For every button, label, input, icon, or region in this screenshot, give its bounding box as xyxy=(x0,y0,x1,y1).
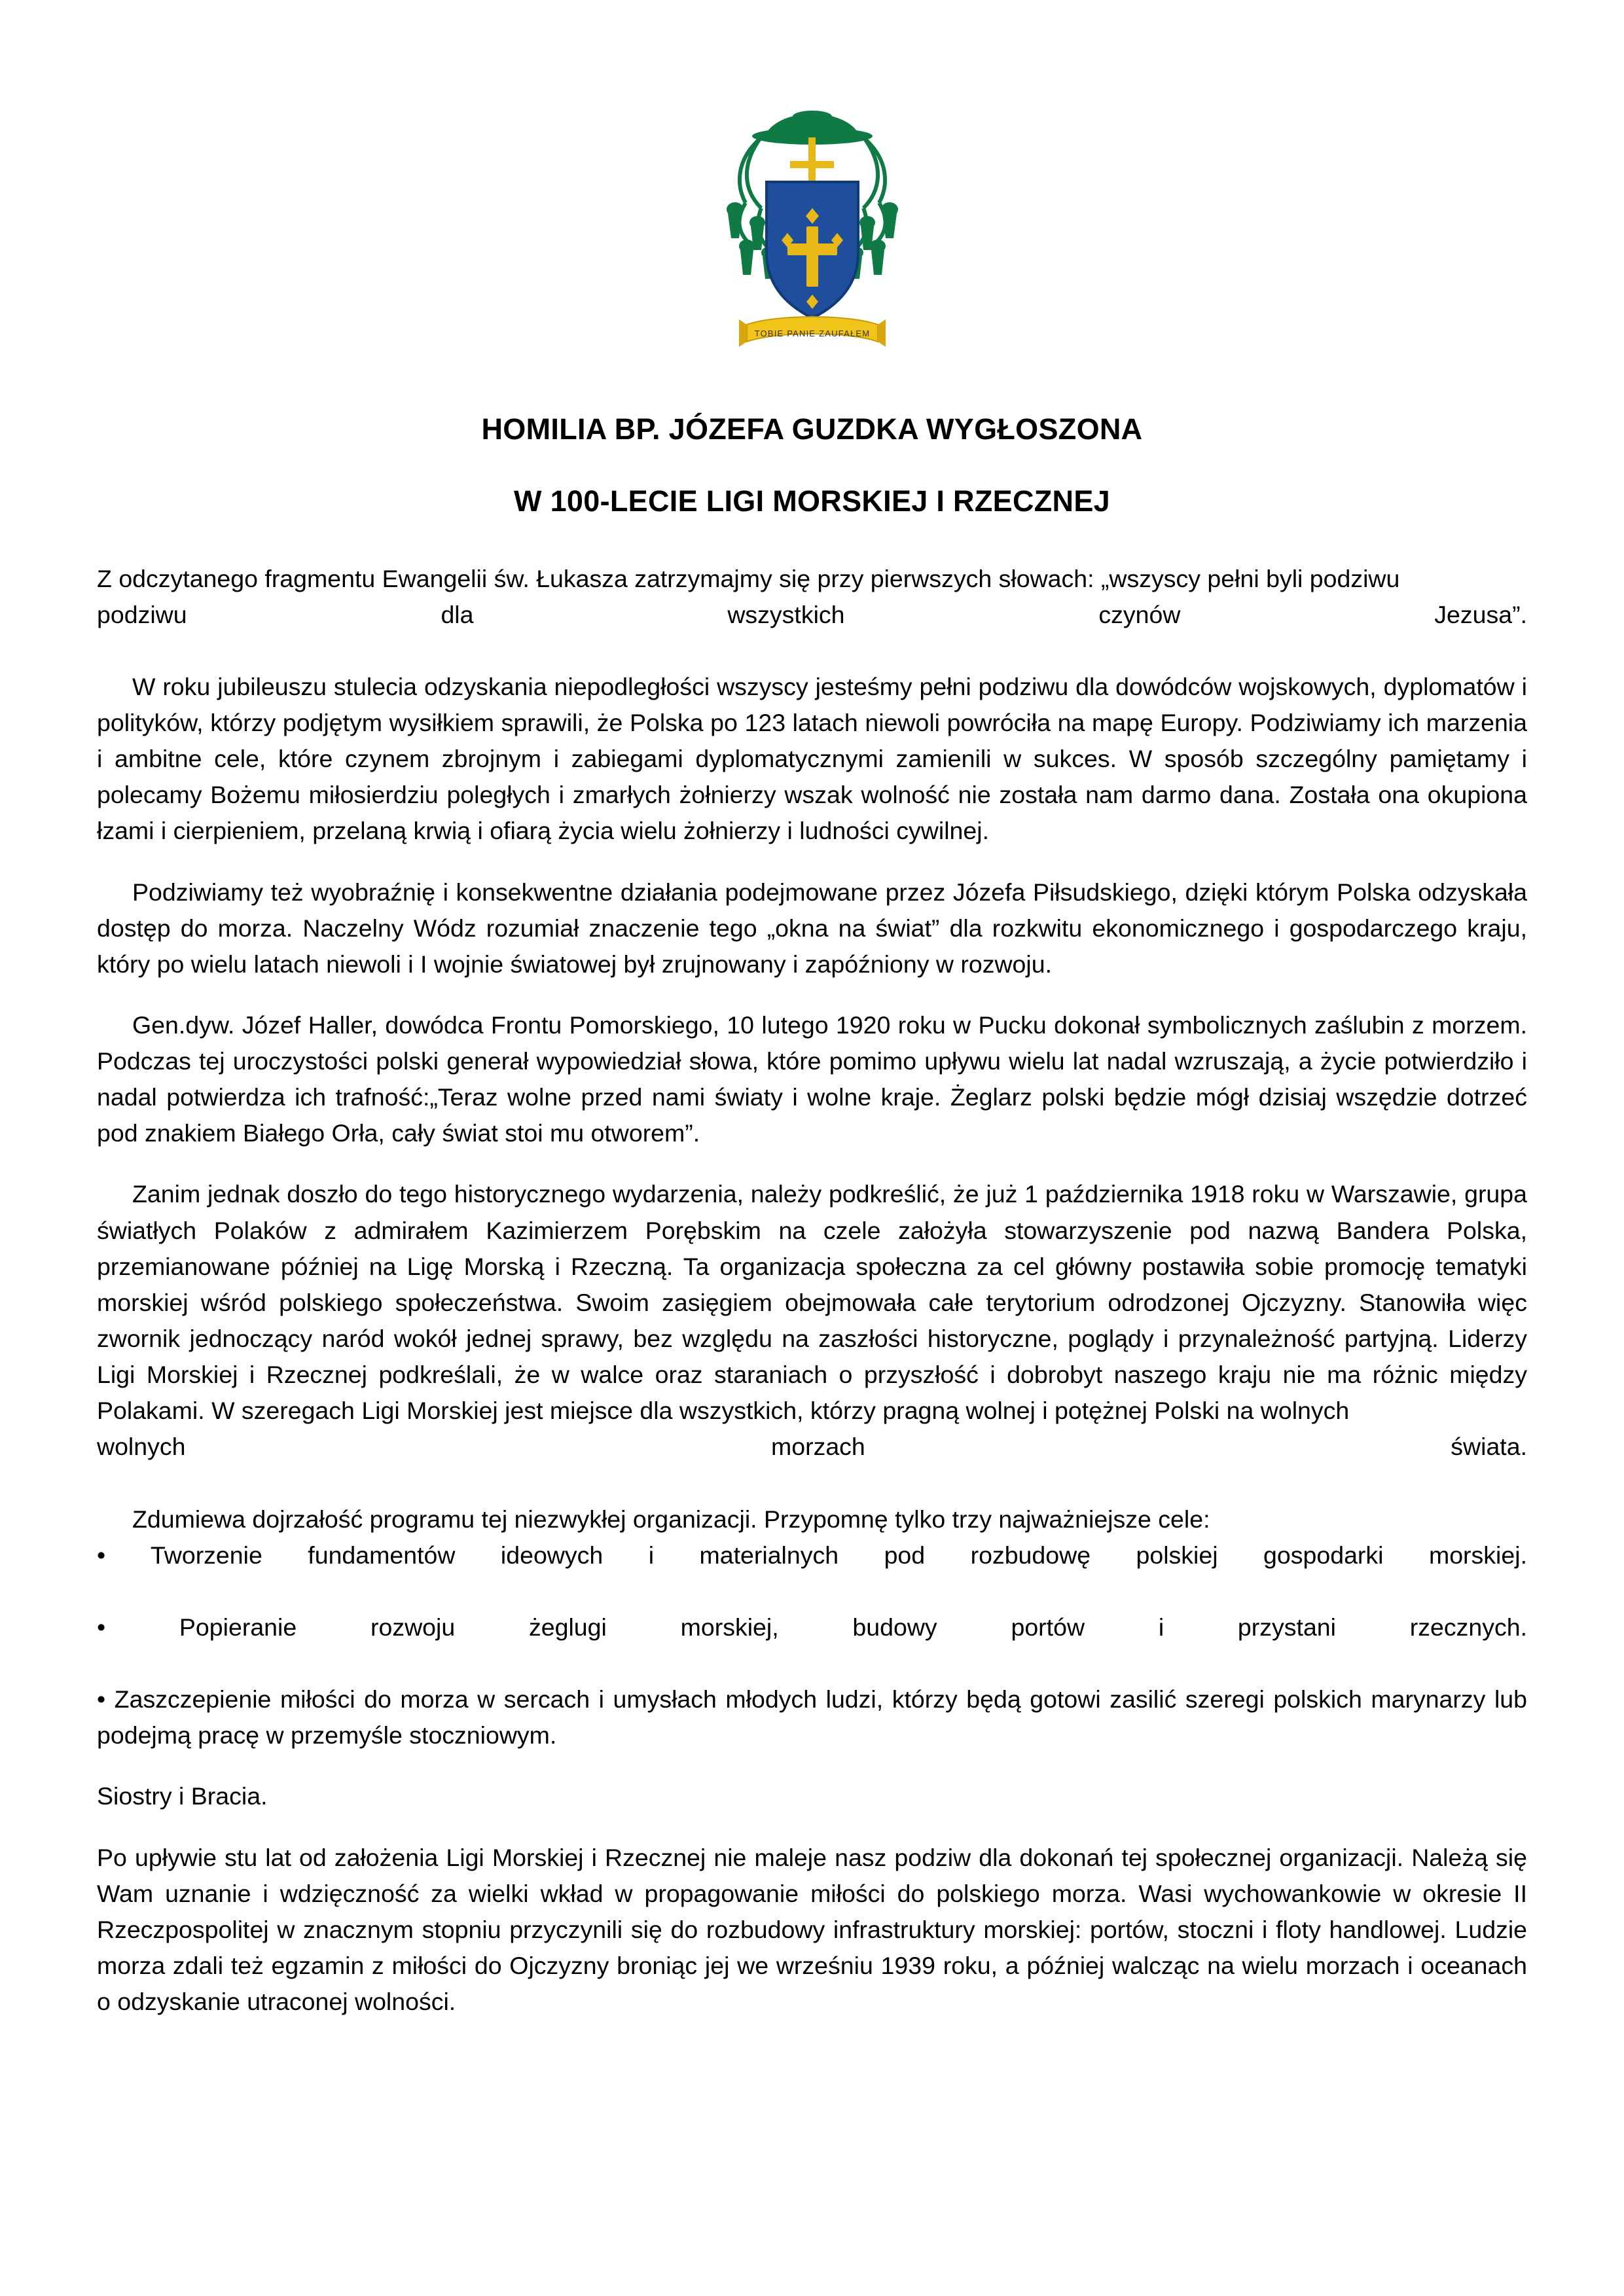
coat-of-arms-bishop xyxy=(662,98,963,393)
paragraph: Po upływie stu lat od założenia Ligi Morskiej i Rzecznej nie maleje nasz podziw dla dokonań tej społecznej organizacji. Należą się Wam uznanie i wdzięczność za wielki wkład w propagowanie miłości do polskiego morza. Wasi wychowankowie w okresie II Rzeczpospolitej w znacznym stopniu przyczynili się do rozbudowy infrastruktury morskiej: portów, stoczni i floty handlowej. Ludzie morza zdali też egzamin z miłości do Ojczyzny broniąc jej we wrześniu 1939 roku, a później walcząc na wielu morzach i oceanach o odzyskanie utraconej wolności. xyxy=(97,1843,1527,2015)
list-item: • Zaszczepienie miłości do morza w sercach i umysłach młodych ludzi, którzy będą gotowi zasilić szeregi polskich marynarzy lub podejmą pracę w przemyśle stoczniowym. xyxy=(97,1685,1527,1749)
page-subtitle: W 100-LECIE LIGI MORSKIEJ I RZECZNEJ xyxy=(514,484,1110,518)
paragraph: Zdumiewa dojrzałość programu tej niezwykłej organizacji. Przypomnę tylko trzy najważniejsze cele: xyxy=(132,1505,1210,1533)
document-body xyxy=(97,561,1527,2020)
paragraph: Gen.dyw. Józef Haller, dowódca Frontu Pomorskiego, 10 lutego 1920 roku w Pucku dokonał symbolicznych zaślubin z morzem. Podczas tej uroczystości polski generał wypowiedział słowa, które pomimo upływu wielu lat nadal wzruszają, a życie potwierdziło i nadal potwierdza ich trafność:„Teraz wolne przed nami światy i wolne kraje. Żeglarz polski będzie mógł dzisiaj wszędzie dotrzeć pod znakiem Białego Orła, cały świat stoi mu otworem”. xyxy=(97,1011,1527,1147)
list-item: • Tworzenie fundamentów ideowych i materialnych pod rozbudowę polskiej gospodarki morskiej. xyxy=(97,1541,1527,1569)
paragraph: W roku jubileuszu stulecia odzyskania niepodległości wszyscy jesteśmy pełni podziwu dla dowódców wojskowych, dyplomatów i polityków, którzy podjętym wysiłkiem sprawili, że Polska po 123 latach niewoli powróciła na mapę Europy. Podziwiamy ich marzenia i ambitne cele, które czynem zbrojnym i zabiegami dyplomatycznymi zamienili w sukces. W sposób szczególny pamiętamy i polecamy Bożemu miłosierdziu poległych i zmarłych żołnierzy wszak wolność nie została nam darmo dana. Została ona okupiona łzami i cierpieniem, przelaną krwią i ofiarą życia wielu żołnierzy i ludności cywilnej. xyxy=(97,672,1527,845)
paragraph: Podziwiamy też wyobraźnię i konsekwentne działania podejmowane przez Józefa Piłsudskiego, dzięki którym Polska odzyskała dostęp do morza. Naczelny Wódz rozumiał znaczenie tego „okna na świat” dla rozkwitu ekonomicznego i gospodarczego kraju, który po wielu latach niewoli i I wojnie światowej był zrujnowany i zapóźniony w rozwoju. xyxy=(97,878,1527,978)
shield-icon xyxy=(767,182,858,318)
paragraph: wolnych morzach świata. xyxy=(97,1433,1527,1461)
paragraph: Siostry i Bracia. xyxy=(97,1782,268,1810)
coat-of-arms-svg xyxy=(662,98,963,393)
page-title: HOMILIA BP. JÓZEFA GUZDKA WYGŁOSZONA xyxy=(481,412,1143,446)
paragraph: Zanim jednak doszło do tego historycznego wydarzenia, należy podkreślić, że już 1 października 1918 roku w Warszawie, grupa światłych Polaków z admirałem Kazimierzem Porębskim na czele założyła stowarzyszenie pod nazwą Bandera Polska, przemianowane później na Ligę Morską i Rzeczną. Ta organizacja społeczna za cel główny postawiła sobie promocję tematyki morskiej wśród polskiego społeczeństwa. Swoim zasięgiem obejmowała całe terytorium odrodzonej Ojczyzny. Stanowiła więc zwornik jednoczący naród wokół jednej sprawy, bez względu na zaszłości historyczne, poglądy i przynależność partyjną. Liderzy Ligi Morskiej i Rzecznej podkreślali, że w walce oraz staraniach o przyszłość i dobrobyt naszego kraju nie ma różnic między Polakami. W szeregach Ligi Morskiej jest miejsce dla wszystkich, którzy pragną wolnej i potężnej Polski na wolnych xyxy=(97,1180,1527,1425)
paragraph: podziwu dla wszystkich czynów Jezusa”. xyxy=(97,600,1527,628)
motto-ribbon xyxy=(739,317,886,347)
paragraph: Z odczytanego fragmentu Ewangelii św. Łukasza zatrzymajmy się przy pierwszych słowach: „wszyscy pełni byli podziwu xyxy=(97,564,1400,592)
crest-container xyxy=(97,98,1527,406)
list-item: • Popieranie rozwoju żeglugi morskiej, budowy portów i przystani rzecznych. xyxy=(97,1613,1527,1641)
motto-text: TOBIE PANIE ZAUFAŁEM xyxy=(754,329,870,338)
